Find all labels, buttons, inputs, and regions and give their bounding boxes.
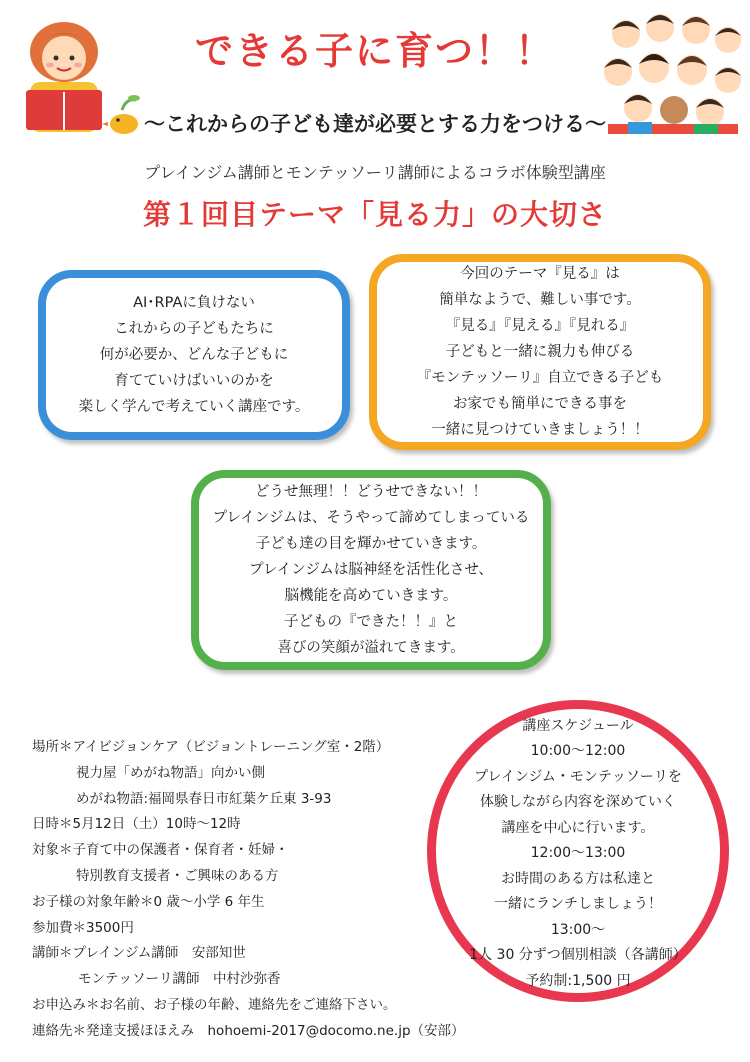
target-row: 対象＊子育て中の保護者・保育者・妊婦・: [32, 842, 289, 859]
target-row-2: 特別教育支援者・ご興味のある方: [76, 867, 279, 884]
subtitle: ～これからの子ども達が必要とする力をつける～: [144, 112, 606, 136]
schedule-line: 10:00～12:00: [530, 743, 626, 760]
green-line: 脳機能を高めていきます。: [284, 588, 458, 604]
theme-heading: 第１回目テーマ「見る力」の大切さ: [142, 198, 607, 231]
schedule-line: 13:00～: [550, 921, 606, 938]
page-title: できる子に育つ！！: [194, 29, 555, 73]
schedule-line: 体験しながら内容を深めていく: [480, 794, 676, 811]
lecturer-row-2: モンテッソーリ講師 中村沙弥香: [78, 971, 281, 988]
schedule-line: 講座を中心に行います。: [501, 819, 655, 836]
schedule-circle: [427, 700, 729, 1002]
blue-line: これからの子どもたちに: [114, 321, 274, 337]
schedule-line: お時間のある方は私達と: [501, 870, 655, 887]
schedule-heading: 講座スケジュール: [522, 717, 634, 734]
fee-row: 参加費＊3500円: [32, 919, 134, 936]
green-line: 子どもの『できた！！』と: [284, 614, 458, 630]
green-line: 子ども達の目を輝かせていきます。: [255, 536, 487, 552]
orange-line: お家でも簡単にできる事を: [453, 396, 627, 412]
schedule-line: プレインジム・モンテッソーリを: [474, 768, 682, 785]
orange-line: 一緒に見つけていきましょう！！: [431, 422, 649, 438]
schedule-line: 1人 30 分ずつ個別相談（各講師）: [469, 947, 687, 964]
blue-line: 楽しく学んで考えていく講座です。: [78, 399, 310, 415]
green-line: 喜びの笑顔が溢れてきます。: [277, 640, 465, 656]
apply-row: お申込み＊お名前、お子様の年齢、連絡先をご連絡下さい。: [32, 996, 397, 1013]
place-address-row: めがね物語:福岡県春日市紅葉ケ丘東 3-93: [76, 790, 332, 807]
green-line: プレインジムは脳神経を活性化させ、: [249, 562, 493, 578]
orange-line: 簡単なようで、難しい事です。: [439, 292, 641, 308]
schedule-line: 12:00～13:00: [530, 845, 626, 862]
blue-line: 何が必要か、どんな子どもに: [99, 347, 289, 363]
orange-line: 『モンテッソーリ』自立できる子ども: [416, 370, 664, 386]
schedule-line: 一緒にランチしましょう！: [494, 896, 662, 913]
schedule-line: 予約制:1,500 円: [525, 972, 631, 989]
blue-line: 育てていけばいいのかを: [114, 373, 274, 389]
event-details: [32, 735, 465, 1045]
green-info-box: [191, 470, 551, 670]
datetime-row: 日時＊5月12日（土）10時～12時: [32, 816, 241, 833]
place-detail-row: 視力屋「めがね物語」向かい側: [76, 764, 265, 781]
green-line: プレインジムは、そうやって諦めてしまっている: [212, 510, 530, 526]
orange-line: 子どもと一緒に親力も伸びる: [445, 344, 635, 360]
orange-info-box: [369, 254, 711, 450]
blue-info-box: [38, 270, 350, 440]
age-row: お子様の対象年齢＊0 歳～小学 6 年生: [32, 893, 265, 910]
contact-row: 連絡先＊発達支援ほほえみ hohoemi-2017@docomo.ne.jp（安部）: [32, 1022, 465, 1039]
place-row: 場所＊アイビジョンケア（ビジョントレーニング室・2階）: [32, 739, 390, 755]
orange-line: 『見る』『見える』『見れる』: [445, 318, 635, 334]
lecturer-row: 講師＊プレインジム講師 安部知世: [32, 945, 246, 962]
orange-line: 今回のテーマ『見る』は: [460, 266, 620, 282]
blue-line: AI･RPAに負けない: [133, 295, 255, 311]
green-line: どうせ無理！！どうせできない！！: [255, 484, 487, 500]
intro-text: プレインジム講師とモンテッソーリ講師によるコラボ体験型講座: [144, 163, 606, 182]
